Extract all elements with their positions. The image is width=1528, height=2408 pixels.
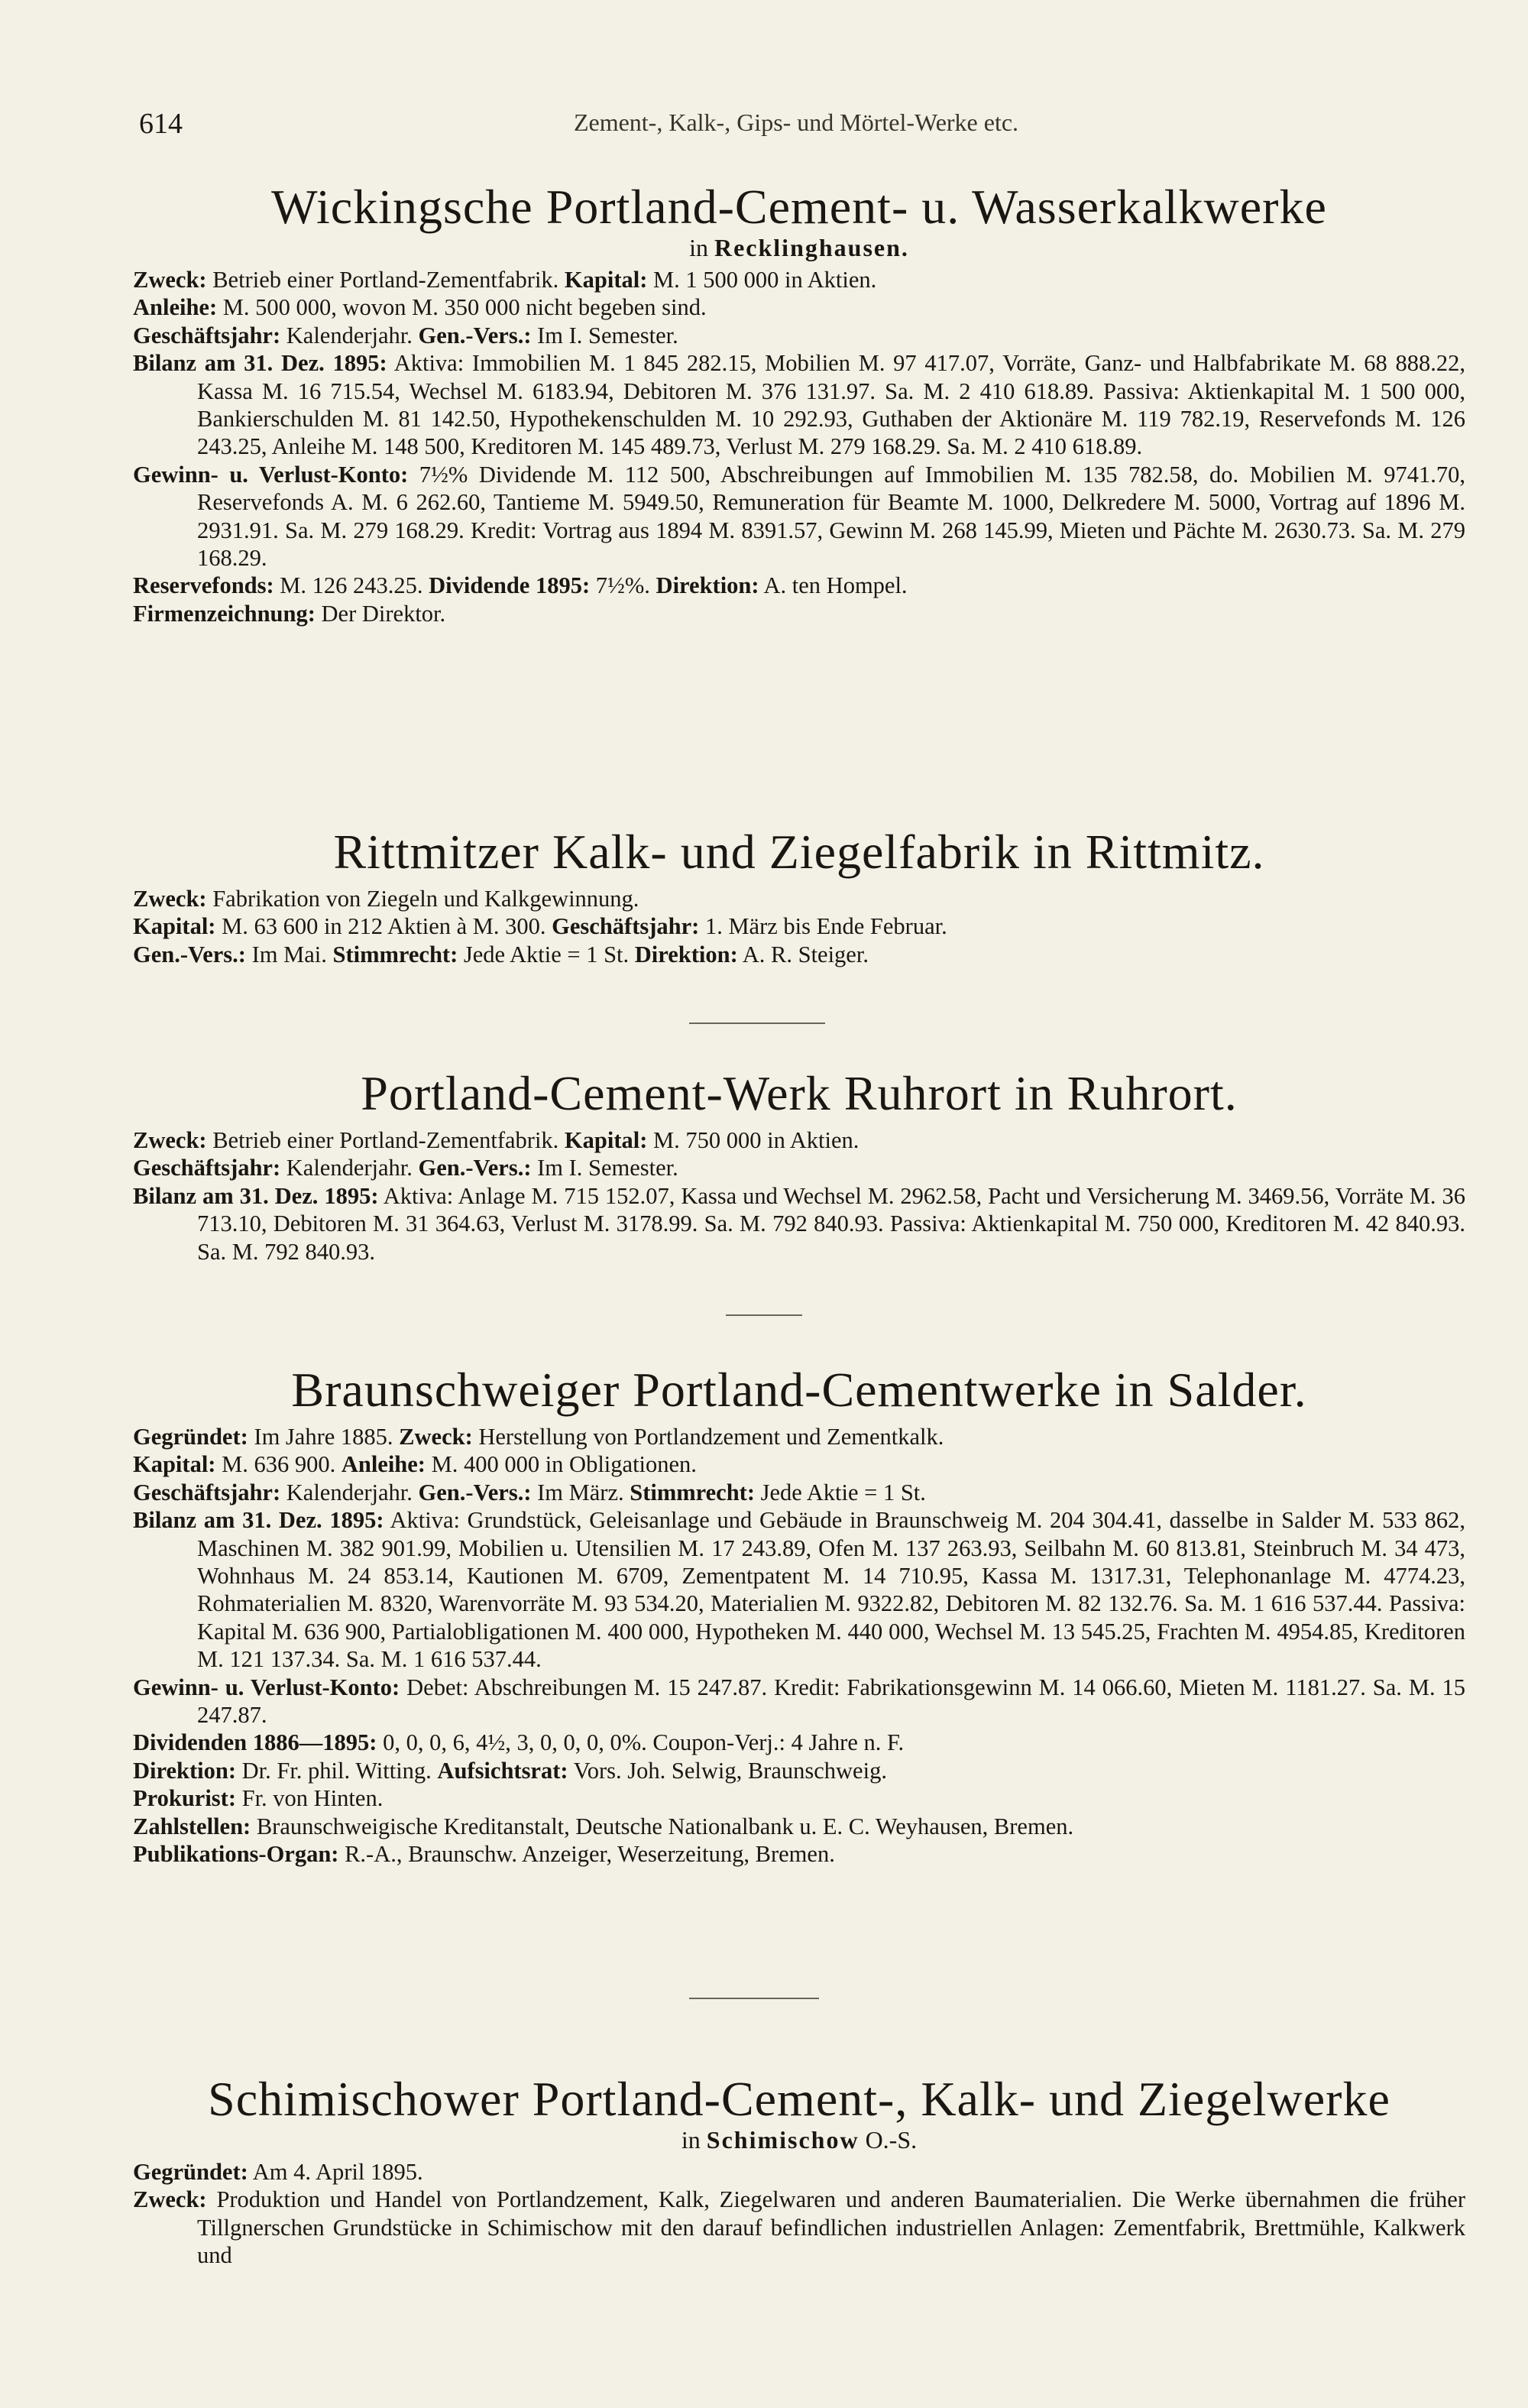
field-value: 7½%. xyxy=(595,572,650,599)
company-location xyxy=(133,232,1465,263)
company-title: Wickingsche Portland-Cement- u. Wasserkalkwerke xyxy=(271,180,1327,234)
company-title: Braunschweiger Portland-Cementwerke in Salder. xyxy=(291,1363,1307,1417)
field-label: Anleihe: xyxy=(341,1451,426,1478)
field-value: Im Mai. xyxy=(251,941,327,967)
field-label: Zweck: xyxy=(133,1127,207,1153)
section-divider xyxy=(689,1023,825,1024)
company-location xyxy=(133,2124,1465,2155)
field-value: Betrieb einer Portland-Zementfabrik. xyxy=(212,267,559,293)
field-label: Bilanz am 31. Dez. 1895: xyxy=(133,1507,384,1534)
field-label: Gen.-Vers.: xyxy=(418,322,532,348)
field-value: Im I. Semester. xyxy=(537,322,678,348)
field-label: Dividenden 1886—1895: xyxy=(133,1729,377,1756)
company-entry xyxy=(133,1064,1465,1266)
field-label: Publikations-Organ: xyxy=(133,1841,339,1868)
field-label: Gegründet: xyxy=(133,1424,248,1450)
field-label: Geschäftsjahr: xyxy=(133,322,281,348)
field-value: Aktiva: Grundstück, Geleisanlage und Gebäude in Braunschweig M. 204 304.41, dasselbe in Salder M. 533 862, Maschinen M. 382 901.99, Mobilien u. Utensilien M. 17 243.89, Ofen M. 137 263.93, Seilbahn M. 60 813.81, Steinbruch M. 34 473, Wohnhaus M. 24 853.14, Kautionen M. 6709, Zementpatent M. 14 710.95, Kassa M. 1317.31, Telephonanlage M. 4774.23, Rohmaterialien M. 8320, Warenvorräte M. 93 534.20, Materialien M. 9322.82, Debitoren M. 82 132.76. Sa. M. 1 616 537.44. Passiva: Kapital M. 636 900, Partialobligationen M. 400 000, Hypotheken M. 440 000, Wechsel M. 13 545.25, Frachten M. 4954.85, Kreditoren M. 121 137.34. Sa. M. 1 616 537.44. xyxy=(197,1507,1465,1673)
company-details xyxy=(133,2158,1465,2270)
field-label: Direktion: xyxy=(656,572,759,599)
field-value: Im I. Semester. xyxy=(537,1155,678,1181)
field-label: Dividende 1895: xyxy=(429,572,591,599)
company-details xyxy=(133,1423,1465,1868)
field-value: M. 400 000 in Obligationen. xyxy=(431,1451,697,1478)
field-label: Stimmrecht: xyxy=(332,941,458,967)
field-label: Direktion: xyxy=(634,941,738,967)
field-value: Im Jahre 1885. xyxy=(254,1424,393,1450)
field-value: Aktiva: Immobilien M. 1 845 282.15, Mobilien M. 97 417.07, Vorräte, Ganz- und Halbfabrikate M. 68 888.22, Kassa M. 16 715.54, Wechsel M. 6183.94, Debitoren M. 376 131.97. Sa. M. 2 410 618.89. Passiva: Aktienkapital M. 1 500 000, Bankierschulden M. 81 142.50, Hypothekenschulden M. 10 292.93, Guthaben der Aktionäre M. 119 782.19, Reservefonds M. 126 243.25, Anleihe M. 148 500, Kreditoren M. 145 489.73, Verlust M. 279 168.29. Sa. M. 2 410 618.89. xyxy=(197,350,1465,460)
field-value: Fabrikation von Ziegeln und Kalkgewinnung. xyxy=(212,886,639,912)
location-region: O.-S. xyxy=(865,2126,918,2154)
field-value: Kalenderjahr. xyxy=(286,322,413,348)
field-value: M. 63 600 in 212 Aktien à M. 300. xyxy=(222,913,546,940)
company-details xyxy=(133,1126,1465,1266)
field-value: A. R. Steiger. xyxy=(742,941,869,967)
field-label: Kapital: xyxy=(564,267,648,293)
field-value: Kalenderjahr. xyxy=(286,1479,413,1505)
field-value: Jede Aktie = 1 St. xyxy=(760,1479,926,1505)
field-value: Kalenderjahr. xyxy=(286,1155,413,1181)
location-name: Schimischow xyxy=(706,2126,860,2154)
field-label: Geschäftsjahr: xyxy=(133,1155,281,1181)
company-entry xyxy=(133,1360,1465,1868)
field-label: Direktion: xyxy=(133,1757,236,1784)
field-value: M. 636 900. xyxy=(222,1451,336,1478)
field-value: Jede Aktie = 1 St. xyxy=(463,941,630,967)
field-label: Anleihe: xyxy=(133,294,218,321)
field-value: Produktion und Handel von Portlandzement, Kalk, Ziegelwaren und anderen Baumaterialien. Die Werke übernahmen die früher Tillgnerschen Grundstücke in Schimischow mit den darauf befindlichen industriellen Anlagen: Zementfabrik, Brettmühle, Kalkwerk und xyxy=(197,2186,1465,2269)
field-value: Betrieb einer Portland-Zementfabrik. xyxy=(212,1127,559,1153)
location-name: Recklinghausen. xyxy=(714,234,909,261)
field-value: 1. März bis Ende Februar. xyxy=(704,913,947,940)
page-number: 614 xyxy=(139,108,183,140)
field-value: Braunschweigische Kreditanstalt, Deutsche Nationalbank u. E. C. Weyhausen, Bremen. xyxy=(256,1813,1074,1839)
field-value: Im März. xyxy=(537,1479,624,1505)
field-value: Am 4. April 1895. xyxy=(252,2159,423,2185)
field-label: Bilanz am 31. Dez. 1895: xyxy=(133,1182,379,1209)
field-value: Der Direktor. xyxy=(321,600,446,627)
field-label: Zweck: xyxy=(399,1424,473,1450)
section-divider xyxy=(726,1314,802,1316)
company-entry xyxy=(133,2069,1465,2270)
field-value: M. 750 000 in Aktien. xyxy=(653,1127,860,1153)
company-details xyxy=(133,266,1465,627)
field-value: Fr. von Hinten. xyxy=(241,1785,384,1812)
field-label: Zweck: xyxy=(133,2186,207,2213)
location-prefix: in xyxy=(681,2126,701,2154)
section-divider xyxy=(689,1998,819,1999)
company-title: Rittmitzer Kalk- und Ziegelfabrik in Rittmitz. xyxy=(333,825,1265,879)
field-label: Bilanz am 31. Dez. 1895: xyxy=(133,350,387,377)
field-value: Aktiva: Anlage M. 715 152.07, Kassa und Wechsel M. 2962.58, Pacht und Versicherung M. 3469.56, Vorräte M. 36 713.10, Debitoren M. 31 364.63, Verlust M. 3178.99. Sa. M. 792 840.93. Passiva: Aktienkapital M. 750 000, Kreditoren M. 42 840.93. Sa. M. 792 840.93. xyxy=(197,1182,1465,1265)
field-value: M. 1 500 000 in Aktien. xyxy=(653,267,877,293)
company-entry xyxy=(133,177,1465,627)
field-label: Gen.-Vers.: xyxy=(418,1479,532,1505)
field-value: A. ten Hompel. xyxy=(763,572,908,599)
field-label: Firmenzeichnung: xyxy=(133,600,316,627)
field-value: 0, 0, 0, 6, 4½, 3, 0, 0, 0, 0%. Coupon-Verj.: 4 Jahre n. F. xyxy=(383,1729,905,1756)
field-label: Reservefonds: xyxy=(133,572,274,599)
field-value: M. 126 243.25. xyxy=(280,572,423,599)
field-label: Gegründet: xyxy=(133,2159,248,2185)
field-label: Zweck: xyxy=(133,886,207,912)
company-entry xyxy=(133,822,1465,968)
field-label: Gen.-Vers.: xyxy=(133,941,246,967)
field-value: Vors. Joh. Selwig, Braunschweig. xyxy=(573,1757,887,1784)
field-label: Geschäftsjahr: xyxy=(552,913,700,940)
field-label: Gewinn- u. Verlust-Konto: xyxy=(133,1674,400,1700)
field-value: Herstellung von Portlandzement und Zementkalk. xyxy=(478,1424,944,1450)
field-value: 7½% Dividende M. 112 500, Abschreibungen auf Immobilien M. 135 782.58, do. Mobilien M. 9741.70, Reservefonds A. M. 6 262.60, Tantieme M. 5949.50, Remuneration für Beamte M. 1000, Delkredere M. 5000, Vortrag auf 1896 M. 2931.91. Sa. M. 279 168.29. Kredit: Vortrag aus 1894 M. 8391.57, Gewinn M. 268 145.99, Mieten und Pächte M. 2630.73. Sa. M. 279 168.29. xyxy=(197,461,1465,572)
company-title: Schimischower Portland-Cement-, Kalk- und Ziegelwerke xyxy=(208,2072,1390,2126)
field-value: Dr. Fr. phil. Witting. xyxy=(241,1757,432,1784)
field-value: R.-A., Braunschw. Anzeiger, Weserzeitung, Bremen. xyxy=(345,1841,835,1868)
field-value: M. 500 000, wovon M. 350 000 nicht begeben sind. xyxy=(222,294,707,321)
field-label: Geschäftsjahr: xyxy=(133,1479,281,1505)
field-label: Prokurist: xyxy=(133,1785,236,1812)
page-header xyxy=(139,107,1453,153)
field-label: Gewinn- u. Verlust-Konto: xyxy=(133,461,409,488)
field-value: Debet: Abschreibungen M. 15 247.87. Kredit: Fabrikationsgewinn M. 14 066.60, Mieten M. 1181.27. Sa. M. 15 247.87. xyxy=(197,1674,1466,1729)
field-label: Aufsichtsrat: xyxy=(437,1757,568,1784)
field-label: Stimmrecht: xyxy=(630,1479,755,1505)
company-details xyxy=(133,885,1465,968)
running-title: Zement-, Kalk-, Gips- und Mörtel-Werke etc. xyxy=(573,109,1019,136)
field-label: Kapital: xyxy=(133,1451,216,1478)
field-label: Zweck: xyxy=(133,267,207,293)
field-label: Kapital: xyxy=(564,1127,648,1153)
location-prefix: in xyxy=(689,234,708,261)
field-label: Kapital: xyxy=(133,913,216,940)
field-label: Zahlstellen: xyxy=(133,1813,251,1839)
field-label: Gen.-Vers.: xyxy=(418,1155,532,1181)
company-title: Portland-Cement-Werk Ruhrort in Ruhrort. xyxy=(361,1066,1238,1120)
